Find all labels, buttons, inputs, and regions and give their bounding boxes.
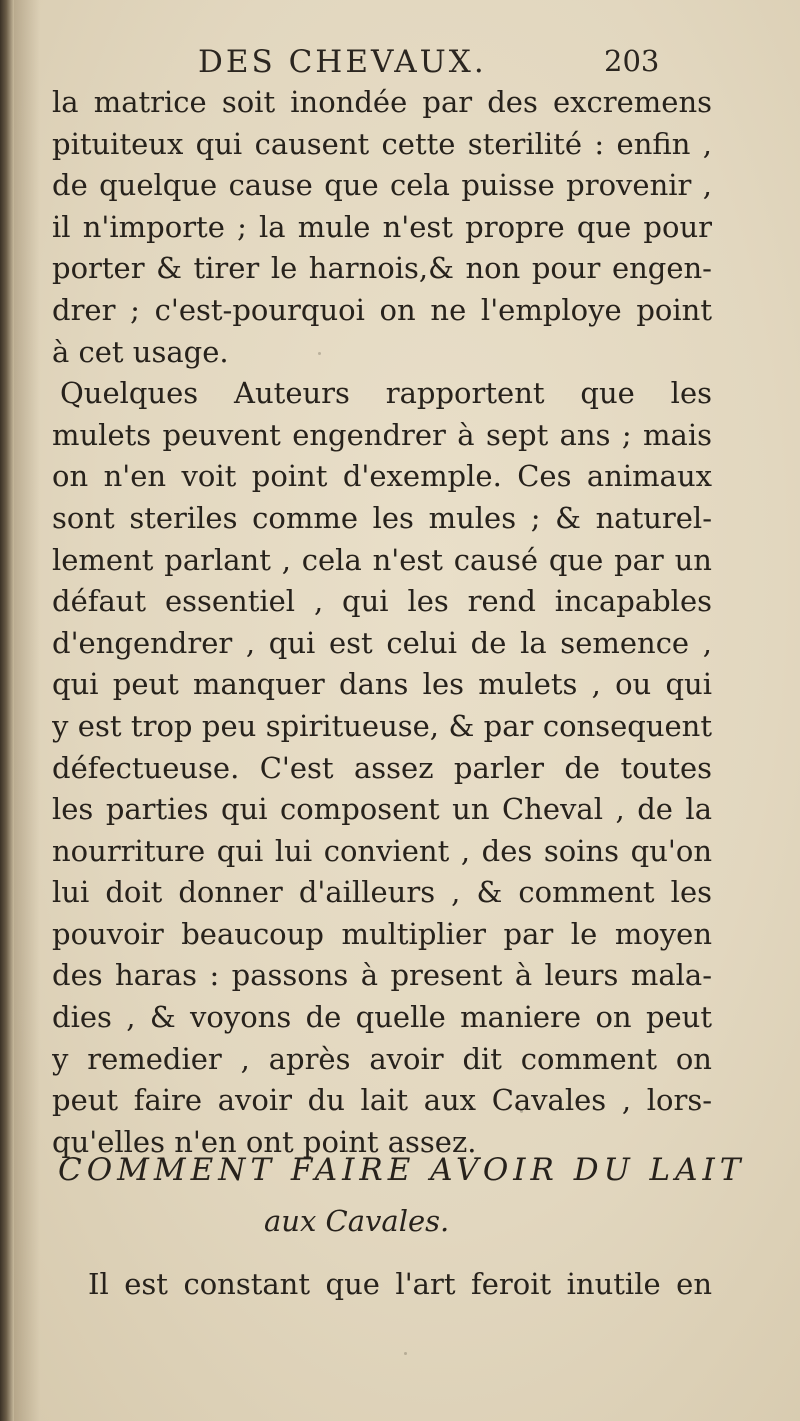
body-text-continued: [88, 1264, 712, 1306]
page-number: 203: [604, 44, 660, 78]
text-line: sont steriles comme les mules ; & naturel-: [52, 500, 712, 535]
text-line: pituiteux qui causent cette sterilité : enfin ,: [52, 126, 712, 161]
text-line: à cet usage.: [52, 334, 229, 369]
text-line: nourriture qui lui convient , des soins qu'on: [52, 833, 712, 868]
text-line: d'engendrer , qui est celui de la semence ,: [52, 625, 712, 660]
text-line: y remedier , après avoir dit comment on: [52, 1041, 712, 1076]
text-line: les parties qui composent un Cheval , de la: [52, 792, 712, 827]
text-line: des haras : passons à present à leurs mala-: [52, 958, 712, 993]
text-line: on n'en voit point d'exemple. Ces animaux: [52, 459, 712, 494]
paper-speck: [404, 1352, 407, 1355]
text-line: défectueuse. C'est assez parler de toutes: [52, 750, 712, 785]
section-subheading: aux Cavales.: [264, 1204, 450, 1238]
text-line: de quelque cause que cela puisse provenir ,: [52, 168, 712, 203]
page-gutter-fade: [14, 0, 40, 1421]
text-line: lement parlant , cela n'est causé que par un: [52, 542, 712, 577]
page-gutter-shadow: [0, 0, 14, 1421]
text-line: pouvoir beaucoup multiplier par le moyen: [52, 916, 712, 951]
text-line: il n'importe ; la mule n'est propre que pour: [52, 209, 712, 244]
text-line: dies , & voyons de quelle maniere on peut: [52, 1000, 712, 1035]
text-line: y est trop peu spiritueuse, & par consequent: [52, 708, 712, 743]
text-line: peut faire avoir du lait aux Cavales , lors-: [52, 1083, 712, 1118]
text-line: défaut essentiel , qui les rend incapables: [52, 584, 712, 619]
text-line: lui doit donner d'ailleurs , & comment les: [52, 875, 712, 910]
body-text: [52, 82, 712, 1163]
text-line: qui peut manquer dans les mulets , ou qui: [52, 667, 712, 702]
text-line: Il est constant que l'art feroit inutile en: [88, 1267, 712, 1301]
section-heading: COMMENT FAIRE AVOIR DU LAIT: [58, 1152, 746, 1188]
text-line: Quelques Auteurs rapportent que les: [60, 376, 712, 411]
text-line: la matrice soit inondée par des excremens: [52, 85, 712, 119]
text-line: porter & tirer le harnois,& non pour engen-: [52, 251, 712, 286]
paper-speck: [520, 1110, 523, 1113]
text-line: mulets peuvent engendrer à sept ans ; mais: [52, 417, 712, 452]
text-line: qu'elles n'en ont point assez.: [52, 1124, 477, 1159]
paper-speck: [318, 352, 321, 355]
text-line: drer ; c'est-pourquoi on ne l'employe point: [52, 292, 712, 327]
running-title: DES CHEVAUX.: [198, 44, 487, 80]
